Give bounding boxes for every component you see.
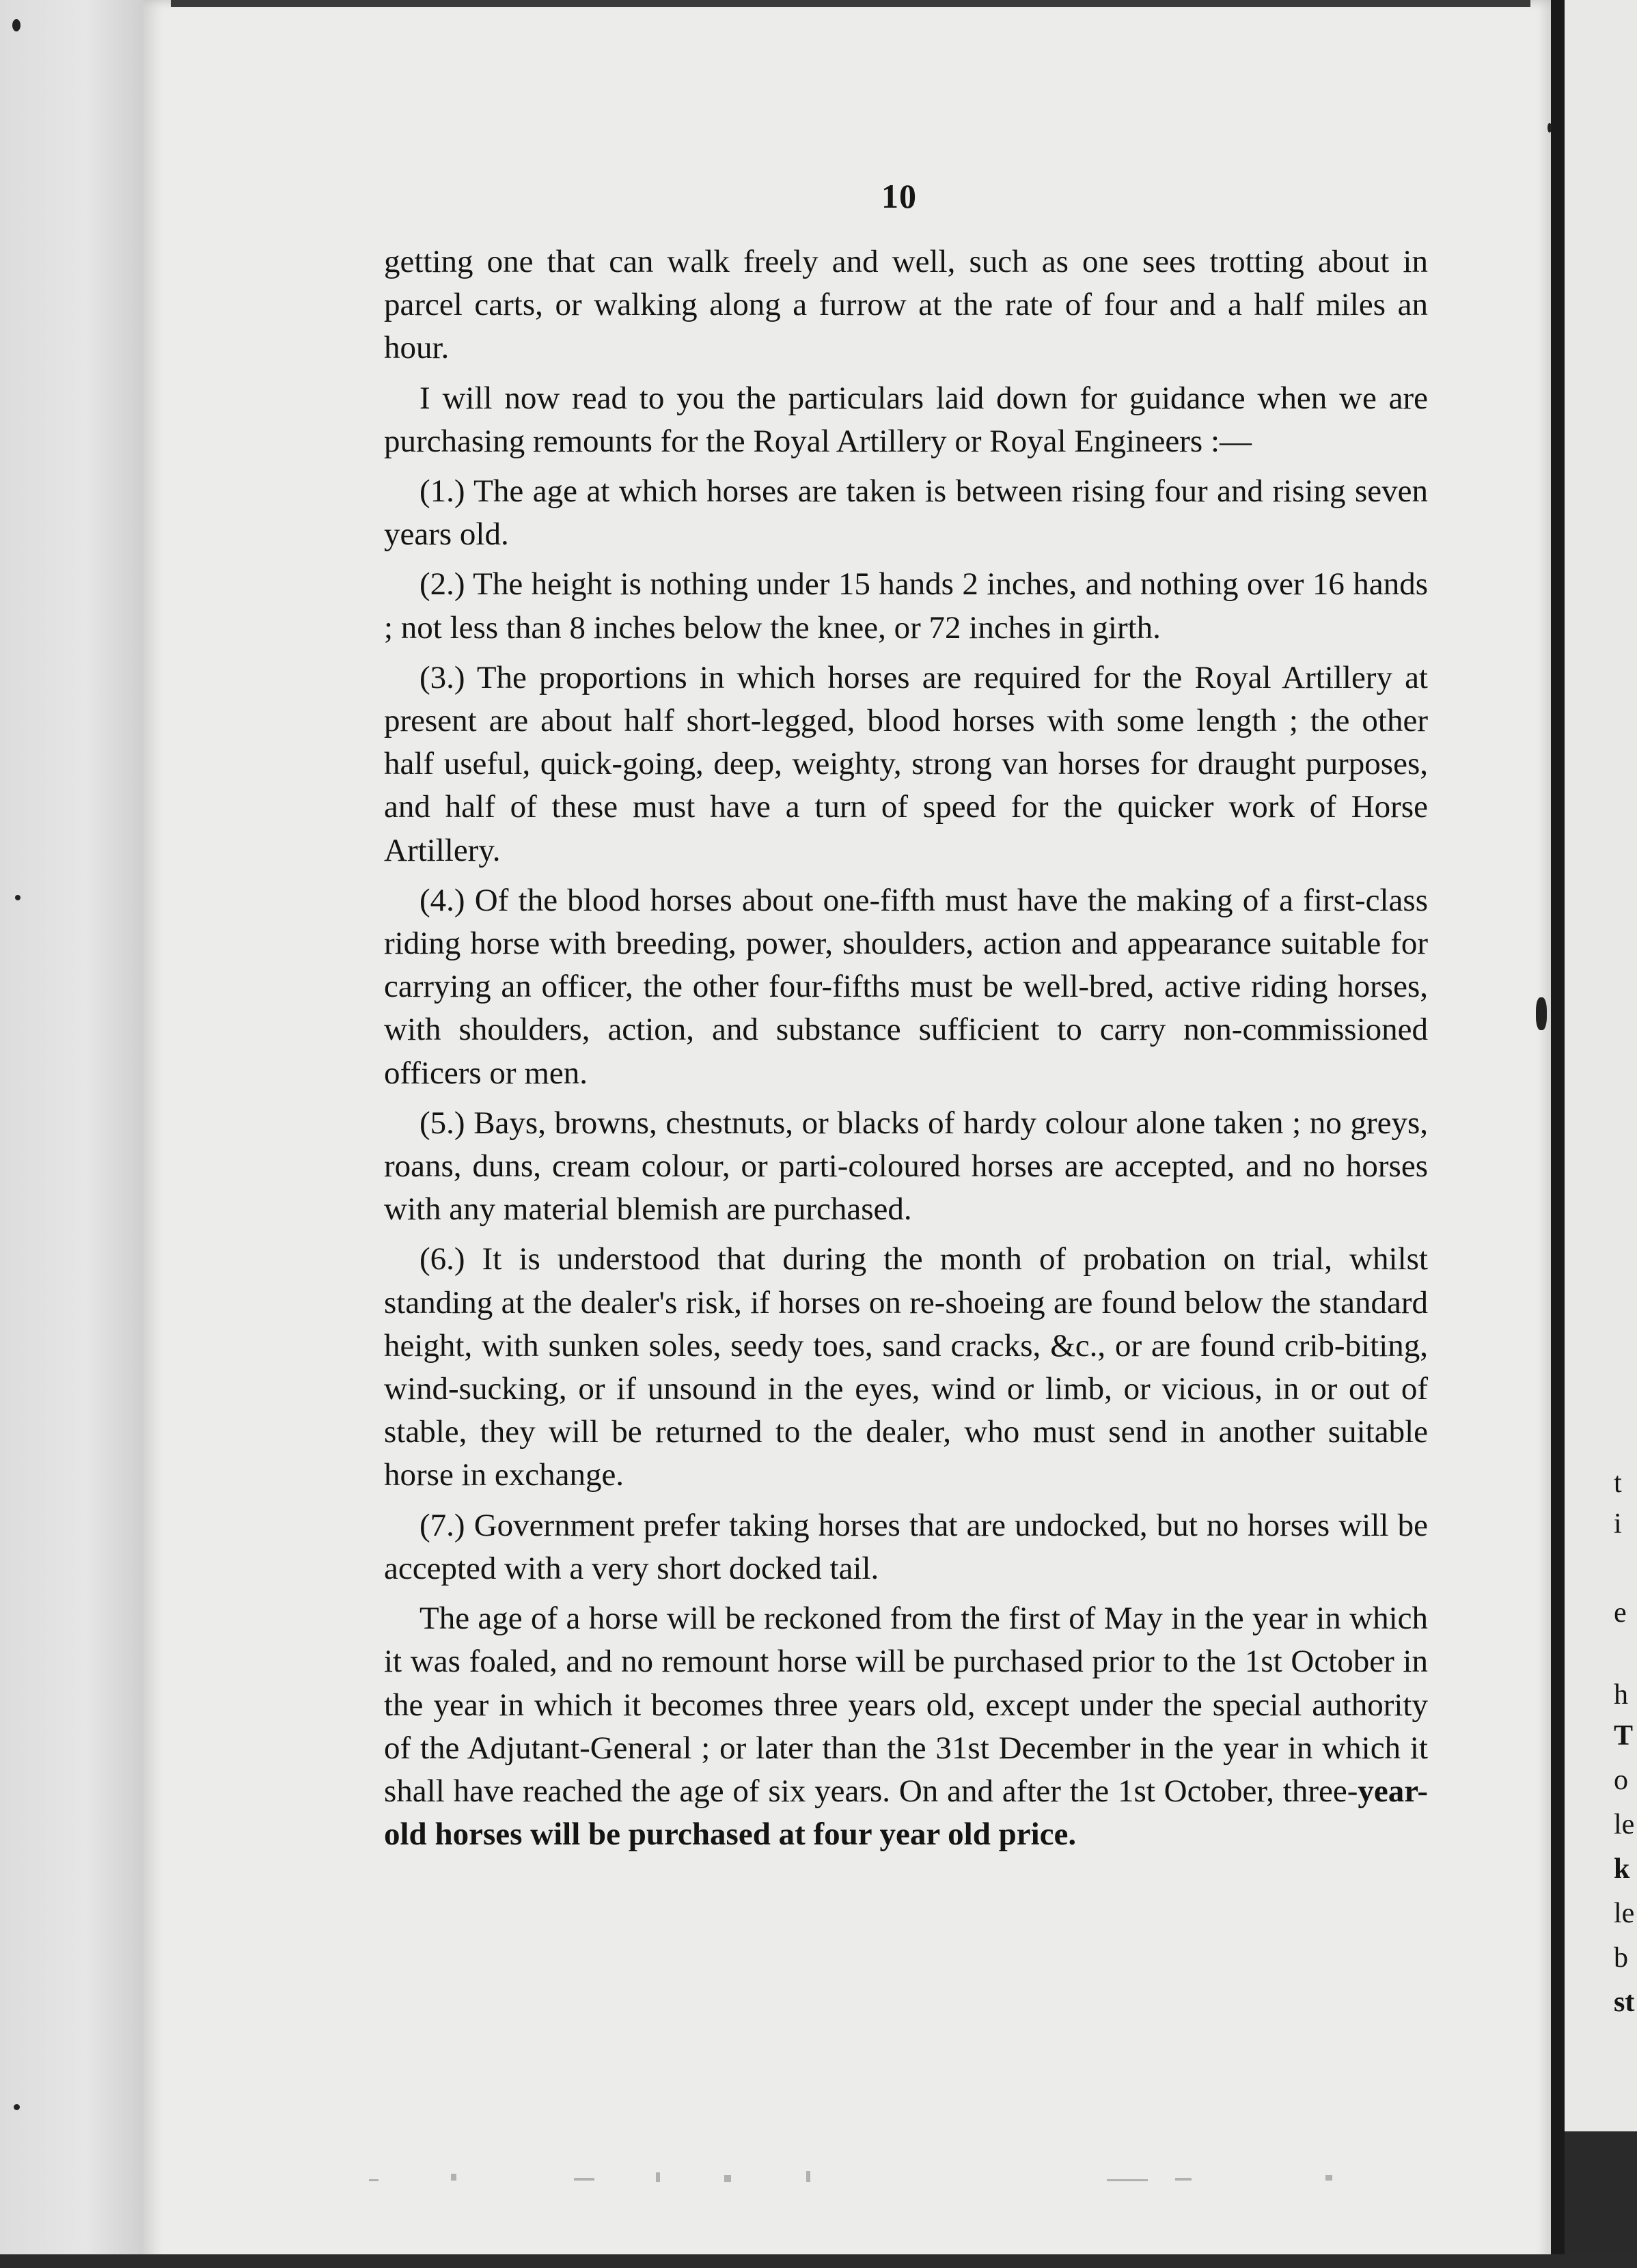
adjacent-page-letter: st: [1614, 1987, 1635, 2018]
paragraph-intro: I will now read to you the particulars laid down for guidance when we are purchasing remounts for the Royal Artillery or Royal Engineers :—: [384, 380, 1428, 459]
bottom-dark-edge: [0, 2254, 1637, 2268]
adjacent-page-letter: e: [1614, 1597, 1627, 1629]
paragraph-item-6: (6.) It is understood that during the month of probation on trial, whilst standing at the dealer's risk, if horses on re-shoeing are found below the standard height, with sunken soles, seedy toes, sand cracks, &c., or are found crib-biting, wind-sucking, or if unsound in the eyes, wind or limb, or vicious, in or out of stable, they will be returned to the dealer, who must send in another suitable horse in exchange.: [384, 1241, 1428, 1493]
adjacent-page-letter: le: [1614, 1898, 1635, 1929]
paragraph-item-4: (4.) Of the blood horses about one-fifth must have the making of a first-class riding horse with breeding, power, shoulders, action and appearance suitable for carrying an officer, the other four-fifths must be well-bred, active riding horses, with shoulders, action, and substance sufficient to carry non-commissioned officers or men.: [384, 882, 1428, 1091]
paragraph-item-1: (1.) The age at which horses are taken is between rising four and rising seven years old.: [384, 473, 1428, 553]
adjacent-page-letter: i: [1614, 1508, 1622, 1540]
body-text: [384, 240, 1428, 1863]
scan-speck: [1547, 123, 1552, 133]
gutter-shadow: [1551, 0, 1565, 2268]
page-top-edge: [171, 0, 1530, 7]
adjacent-page-letter: k: [1614, 1853, 1630, 1885]
page-number: 10: [881, 177, 917, 215]
adjacent-page-dark-corner: [1565, 2131, 1637, 2268]
paragraph-item-3: (3.) The proportions in which horses are required for the Royal Artillery at present are about half short-legged, blood horses with some length ; the other half useful, quick-going, deep, weighty, strong van horses for draught purposes, and half of these must have a turn of speed for the quicker work of Horse Artillery.: [384, 659, 1428, 868]
adjacent-page-letter: h: [1614, 1679, 1628, 1711]
paragraph-continuation: getting one that can walk freely and well, such as one sees trotting about in parcel carts, or walking along a furrow at the rate of four and a half miles an hour.: [384, 244, 1428, 366]
left-margin-strip: [0, 0, 143, 2268]
scan-speck: [1536, 997, 1547, 1030]
paragraph-item-7: (7.) Government prefer taking horses that are undocked, but no horses will be accepted with a very short docked tail.: [384, 1507, 1428, 1586]
scan-speck: [14, 2104, 20, 2110]
adjacent-page-letter: b: [1614, 1942, 1628, 1974]
scan-speck: [12, 19, 20, 31]
paragraph-age-rule: [384, 1597, 1428, 1856]
paragraph-item-2: (2.) The height is nothing under 15 hands 2 inches, and nothing over 16 hands ; not less than 8 inches below the knee, or 72 inches in girth.: [384, 566, 1428, 646]
scan-speck: [15, 895, 20, 900]
adjacent-page-letter: o: [1614, 1765, 1628, 1796]
paragraph-age-rule-bold-tail: year-old horses will be purchased at four year old price.: [384, 1773, 1428, 1853]
adjacent-page-letter: t: [1614, 1467, 1622, 1499]
adjacent-page-letter: le: [1614, 1809, 1635, 1840]
adjacent-page-letter: T: [1614, 1720, 1634, 1752]
paragraph-item-5: (5.) Bays, browns, chestnuts, or blacks of hardy colour alone taken ; no greys, roans, duns, cream colour, or parti-coloured horses are accepted, and no horses with any material blemish are purchased.: [384, 1105, 1428, 1228]
paragraph-age-rule-text: The age of a horse will be reckoned from the first of May in the year in which it was foaled, and no remount horse will be purchased prior to the 1st October in the year in which it becomes three years old, except under the special authority of the Adjutant-General ; or later than the 31st December in the year in which it shall have reached the age of six years. On and after the 1st October, three-: [384, 1601, 1428, 1809]
bleed-through-marks: [369, 2159, 1435, 2200]
